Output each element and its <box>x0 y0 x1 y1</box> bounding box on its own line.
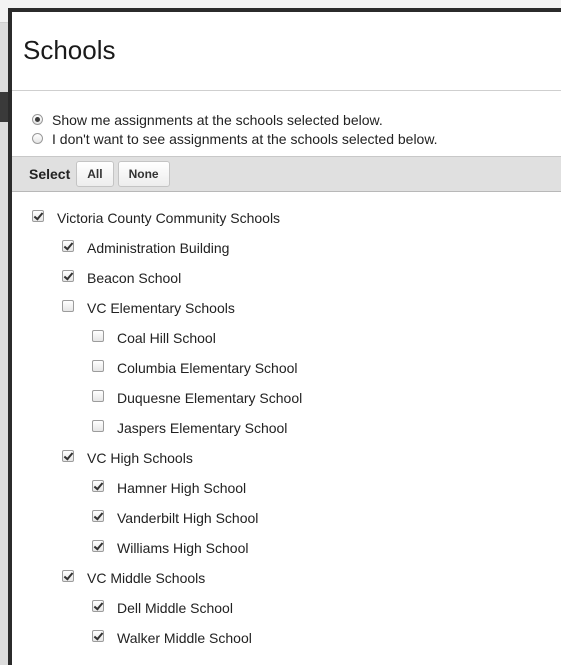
school-label: Walker Middle School <box>117 630 252 646</box>
schools-modal <box>8 8 561 665</box>
school-checkbox[interactable] <box>92 390 104 402</box>
modal-header <box>12 12 561 91</box>
tree-item[interactable] <box>12 623 561 653</box>
schools-tree <box>12 192 561 653</box>
school-label: Victoria County Community Schools <box>57 210 281 226</box>
tree-item[interactable] <box>12 443 561 473</box>
school-checkbox[interactable] <box>92 600 104 612</box>
tree-item[interactable] <box>12 533 561 563</box>
school-label: Beacon School <box>87 270 182 286</box>
tree-item[interactable] <box>12 413 561 443</box>
tree-item[interactable] <box>12 233 561 263</box>
tree-item[interactable] <box>12 293 561 323</box>
school-label: Administration Building <box>87 240 230 256</box>
tree-item[interactable] <box>12 503 561 533</box>
select-all-button[interactable]: All <box>76 161 113 187</box>
school-label: VC Middle Schools <box>87 570 206 586</box>
radio-label: I don't want to see assignments at the schools selected below. <box>52 130 438 147</box>
school-label: Hamner High School <box>117 480 247 496</box>
radio-hide-assignments[interactable] <box>32 129 561 148</box>
school-checkbox[interactable] <box>92 510 104 522</box>
radio-button[interactable] <box>32 133 43 144</box>
school-checkbox[interactable] <box>62 270 74 282</box>
tree-item[interactable] <box>12 563 561 593</box>
school-label: Vanderbilt High School <box>117 510 259 526</box>
radio-show-assignments[interactable] <box>32 110 561 129</box>
tree-item[interactable] <box>12 203 561 233</box>
radio-label: Show me assignments at the schools selected below. <box>52 111 383 128</box>
school-label: Coal Hill School <box>117 330 216 346</box>
select-label: Select <box>29 166 71 182</box>
school-label: Jaspers Elementary School <box>117 420 288 436</box>
school-checkbox[interactable] <box>62 240 74 252</box>
tree-item[interactable] <box>12 593 561 623</box>
school-checkbox[interactable] <box>92 630 104 642</box>
school-label: Williams High School <box>117 540 249 556</box>
school-label: Dell Middle School <box>117 600 233 616</box>
school-checkbox[interactable] <box>92 480 104 492</box>
school-checkbox[interactable] <box>32 210 44 222</box>
school-checkbox[interactable] <box>62 300 74 312</box>
school-checkbox[interactable] <box>62 450 74 462</box>
school-checkbox[interactable] <box>62 570 74 582</box>
radio-button[interactable] <box>32 114 43 125</box>
tree-item[interactable] <box>12 383 561 413</box>
tree-item[interactable] <box>12 353 561 383</box>
tree-item[interactable] <box>12 323 561 353</box>
school-label: VC Elementary Schools <box>87 300 235 316</box>
school-checkbox[interactable] <box>92 360 104 372</box>
school-checkbox[interactable] <box>92 330 104 342</box>
school-checkbox[interactable] <box>92 420 104 432</box>
select-none-button[interactable]: None <box>118 161 170 187</box>
tree-item[interactable] <box>12 473 561 503</box>
select-toolbar <box>12 156 561 192</box>
tree-item[interactable] <box>12 263 561 293</box>
school-label: Columbia Elementary School <box>117 360 298 376</box>
school-label: VC High Schools <box>87 450 193 466</box>
school-checkbox[interactable] <box>92 540 104 552</box>
modal-title: Schools <box>23 35 116 65</box>
visibility-options <box>12 91 561 156</box>
school-label: Duquesne Elementary School <box>117 390 303 406</box>
